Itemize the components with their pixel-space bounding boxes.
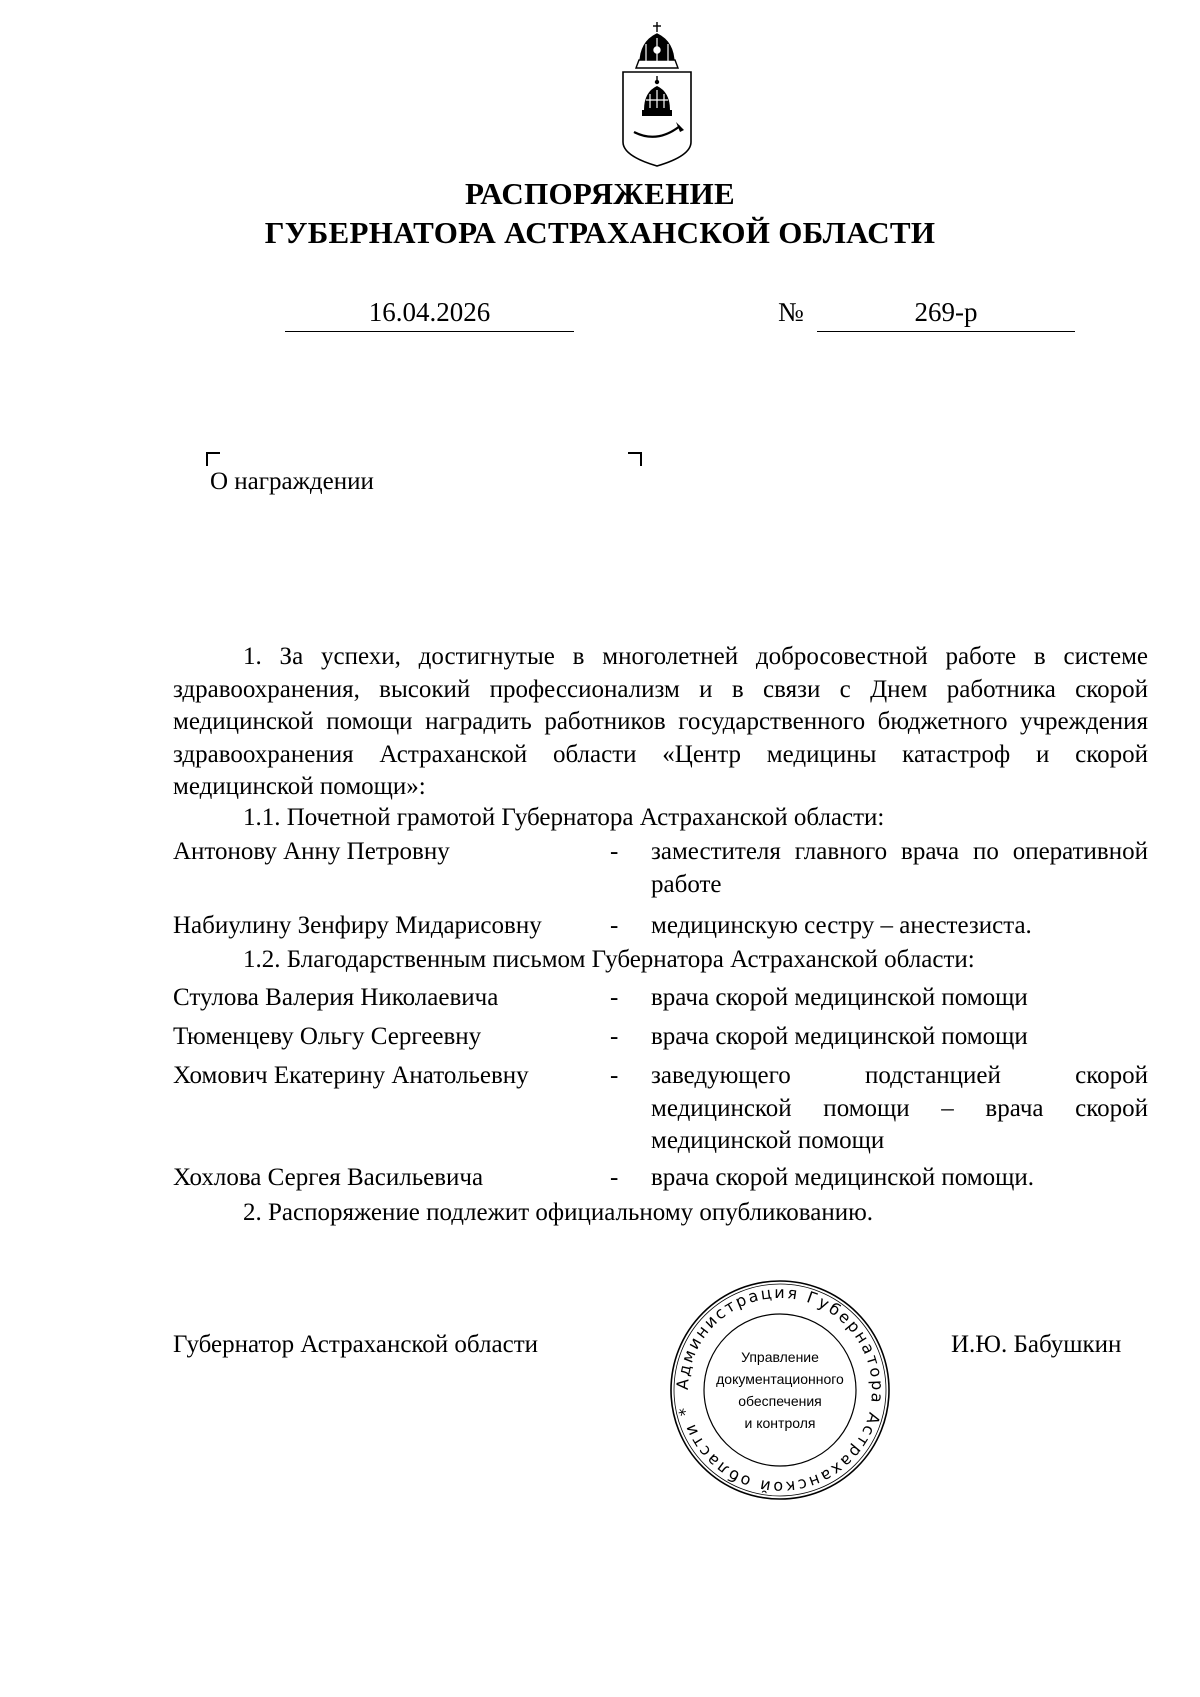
section-1-2-heading: 1.2. Благодарственным письмом Губернатора Астраханской области: [243, 946, 975, 973]
paragraph-1: 1. За успехи, достигнутые в многолетней добросовестной работе в системе здравоохранения, высокий профессионализм и в связи с Днем работника скорой медицинской помощи наградить работников государственного бюджетного учреждения здравоохранения Астраханской области «Центр медицины катастроф и скорой медицинской помощи»: [173, 643, 1148, 800]
award-row [173, 910, 1148, 943]
document-subject: О награждении [210, 468, 374, 495]
award-row [173, 982, 1148, 1015]
award-position-line: медицинской помощи [651, 1127, 885, 1154]
coat-of-arms-emblem [618, 20, 696, 168]
subject-bracket-left [206, 452, 220, 466]
award-position: врача скорой медицинской помощи [651, 1023, 1028, 1050]
award-position-block [651, 1060, 1148, 1158]
award-row [173, 1060, 1148, 1158]
award-name: Хомович Екатерину Анатольевну [173, 1062, 529, 1089]
award-row [173, 836, 1148, 901]
signatory-title: Губернатор Астраханской области [173, 1331, 539, 1358]
award-name: Хохлова Сергея Васильевича [173, 1164, 484, 1191]
stamp-inner-line: и контроля [744, 1415, 816, 1431]
document-type-title: РАСПОРЯЖЕНИЕ [464, 176, 736, 211]
stamp-inner-line: Управление [741, 1349, 819, 1365]
award-name: Антонову Анну Петровну [173, 838, 450, 865]
award-row [173, 1021, 1148, 1054]
award-position: врача скорой медицинской помощи. [651, 1164, 1034, 1191]
award-dash: - [610, 1062, 619, 1089]
award-dash: - [610, 1164, 619, 1191]
subject-bracket-right [628, 452, 642, 466]
award-dash: - [610, 984, 619, 1011]
document-number: 269-р [817, 297, 1075, 332]
stamp-ring-text: Администрация Губернатора Астраханской области * [672, 1282, 888, 1498]
award-name: Стулова Валерия Николаевича [173, 984, 499, 1011]
official-stamp [668, 1278, 892, 1502]
document-date: 16.04.2026 [285, 297, 574, 332]
award-dash: - [610, 1023, 619, 1050]
award-name: Набиулину Зенфиру Мидарисовну [173, 912, 542, 939]
issuer-title: ГУБЕРНАТОРА АСТРАХАНСКОЙ ОБЛАСТИ [264, 215, 936, 250]
signatory-name: И.Ю. Бабушкин [951, 1331, 1122, 1358]
stamp-inner-line: обеспечения [738, 1393, 822, 1409]
award-dash: - [610, 838, 619, 865]
award-position: заместителя главного врача по оперативной работе [651, 838, 1148, 898]
award-row [173, 1162, 1148, 1195]
stamp-inner-line: документационного [716, 1371, 844, 1387]
award-position: врача скорой медицинской помощи [651, 984, 1028, 1011]
award-name: Тюменцеву Ольгу Сергеевну [173, 1023, 482, 1050]
number-sign: № [778, 297, 804, 327]
award-dash: - [610, 912, 619, 939]
award-position: медицинскую сестру – анестезиста. [651, 912, 1032, 939]
award-position-line: медицинской помощи – врача скорой [651, 1094, 1148, 1122]
section-1-1-heading: 1.1. Почетной грамотой Губернатора Астраханской области: [243, 804, 885, 831]
paragraph-2: 2. Распоряжение подлежит официальному опубликованию. [243, 1199, 874, 1226]
award-position-line: заведующего подстанцией скорой [651, 1062, 1148, 1089]
